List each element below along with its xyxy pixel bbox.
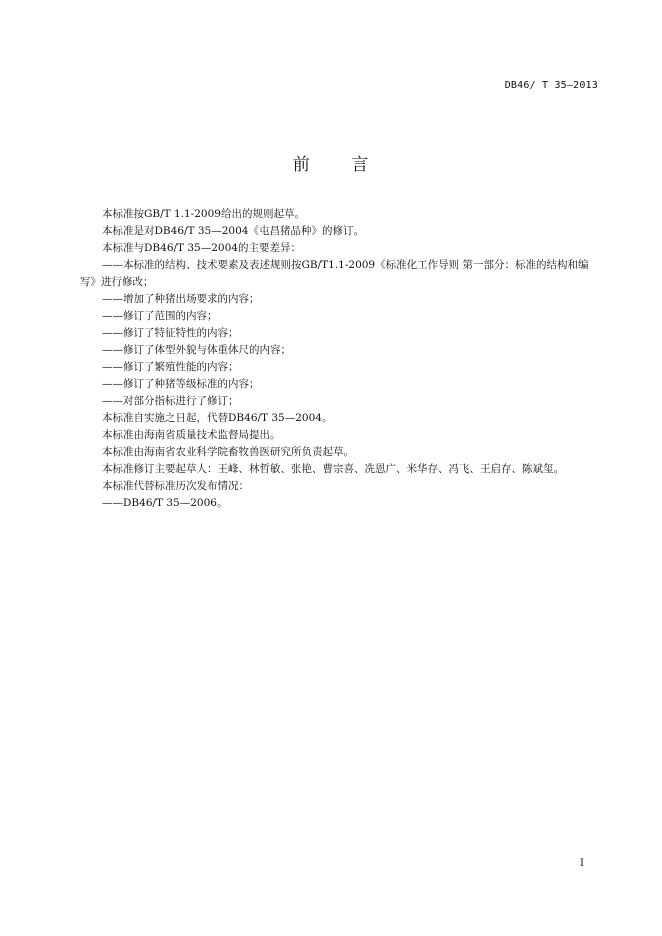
paragraph: 本标准代替标准历次发布情况：	[102, 480, 249, 492]
paragraph: 本标准与DB46/T 35—2004的主要差异：	[102, 242, 301, 254]
page-number: I	[580, 858, 584, 869]
paragraph: 本标准由海南省农业科学院畜牧兽医研究所负责起草。	[102, 446, 354, 458]
paragraph: 本标准自实施之日起，代替DB46/T 35—2004。	[102, 412, 333, 424]
paragraph: 本标准是对DB46/T 35—2004《屯昌猪品种》的修订。	[102, 225, 364, 237]
paragraph: ——修订了范围的内容；	[102, 310, 218, 322]
paragraph: ——修订了体型外貌与体重体尺的内容；	[102, 344, 291, 356]
paragraph: ——本标准的结构、技术要素及表述规则按GB/T1.1-2009《标准化工作导则 第一部分：标准的结构和编写》进行修改；	[80, 259, 589, 288]
paragraph: 本标准按GB/T 1.1-2009给出的规则起草。	[102, 208, 305, 220]
paragraph: 本标准由海南省质量技术监督局提出。	[102, 429, 281, 441]
paragraph: ——修订了种猪等级标准的内容；	[102, 378, 260, 390]
paragraph: ——对部分指标进行了修订；	[102, 395, 239, 407]
paragraph: ——修订了特征特性的内容；	[102, 327, 239, 339]
paragraph: ——DB46/T 35—2006。	[102, 497, 228, 509]
foreword-body	[80, 206, 600, 512]
paragraph: 本标准修订主要起草人：王峰、林哲敏、张艳、曹宗喜、冼恩广、米华存、冯飞、王启存、陈斌玺。	[102, 463, 564, 475]
document-code: DB46/ T 35—2013	[504, 80, 598, 91]
paragraph: ——增加了种猪出场要求的内容；	[102, 293, 260, 305]
page-title: 前 言	[292, 155, 370, 175]
paragraph: ——修订了繁殖性能的内容；	[102, 361, 239, 373]
